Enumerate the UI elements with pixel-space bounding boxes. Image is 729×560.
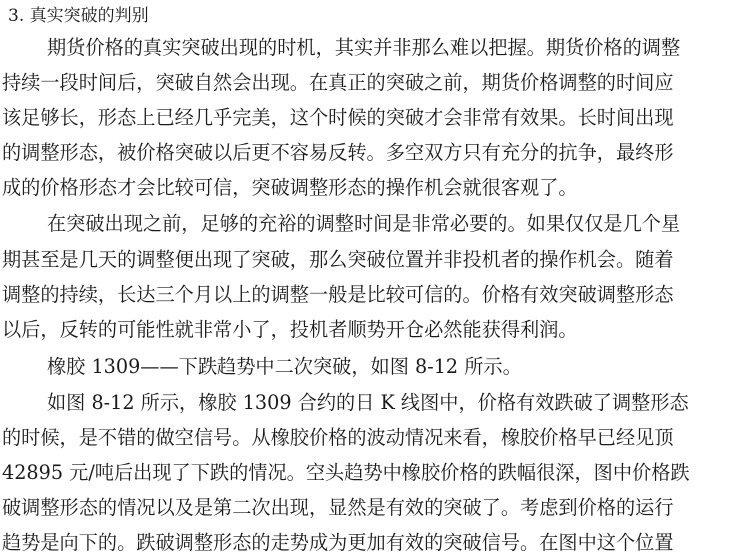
text-line: 期货价格的真实突破出现的时机，其实并非那么难以把握。期货价格的调整 <box>47 36 681 59</box>
text-line: 该足够长，形态上已经几乎完美，这个时候的突破才会非常有效果。长时间出现 <box>2 106 674 129</box>
text-line: 持续一段时间后，突破自然会出现。在真正的突破之前，期货价格调整的时间应 <box>2 71 674 94</box>
text-line: 的时候，是不错的做空信号。从橡胶价格的波动情况来看，橡胶价格早已经见顶 <box>2 426 674 449</box>
text-line: 趋势是向下的。跌破调整形态的走势成为更加有效的突破信号。在图中这个位置 <box>2 531 674 554</box>
text-line: 成的价格形态才会比较可信，突破调整形态的操作机会就很客观了。 <box>2 176 578 199</box>
text-line: 的调整形态，被价格突破以后更不容易反转。多空双方只有充分的抗争，最终形 <box>2 141 674 164</box>
text-line: 以后，反转的可能性就非常小了，投机者顺势开仓必然能获得利润。 <box>2 318 578 341</box>
section-heading: 3. 真实突破的判别 <box>8 6 149 26</box>
text-line: 破调整形态的情况以及是第二次出现，显然是有效的突破了。考虑到价格的运行 <box>2 496 674 519</box>
text-line: 橡胶 1309——下跌趋势中二次突破，如图 8-12 所示。 <box>47 355 522 378</box>
text-line: 期甚至是几天的调整便出现了突破，那么突破位置并非投机者的操作机会。随着 <box>2 248 674 271</box>
text-line: 在突破出现之前，足够的充裕的调整时间是非常必要的。如果仅仅是几个星 <box>47 212 681 235</box>
text-line: 调整的持续，长达三个月以上的调整一般是比较可信的。价格有效突破调整形态 <box>2 283 674 306</box>
text-line: 如图 8-12 所示，橡胶 1309 合约的日 K 线图中，价格有效跌破了调整形态 <box>47 391 689 414</box>
text-line: 42895 元/吨后出现了下跌的情况。空头趋势中橡胶价格的跌幅很深，图中价格跌 <box>2 461 690 484</box>
